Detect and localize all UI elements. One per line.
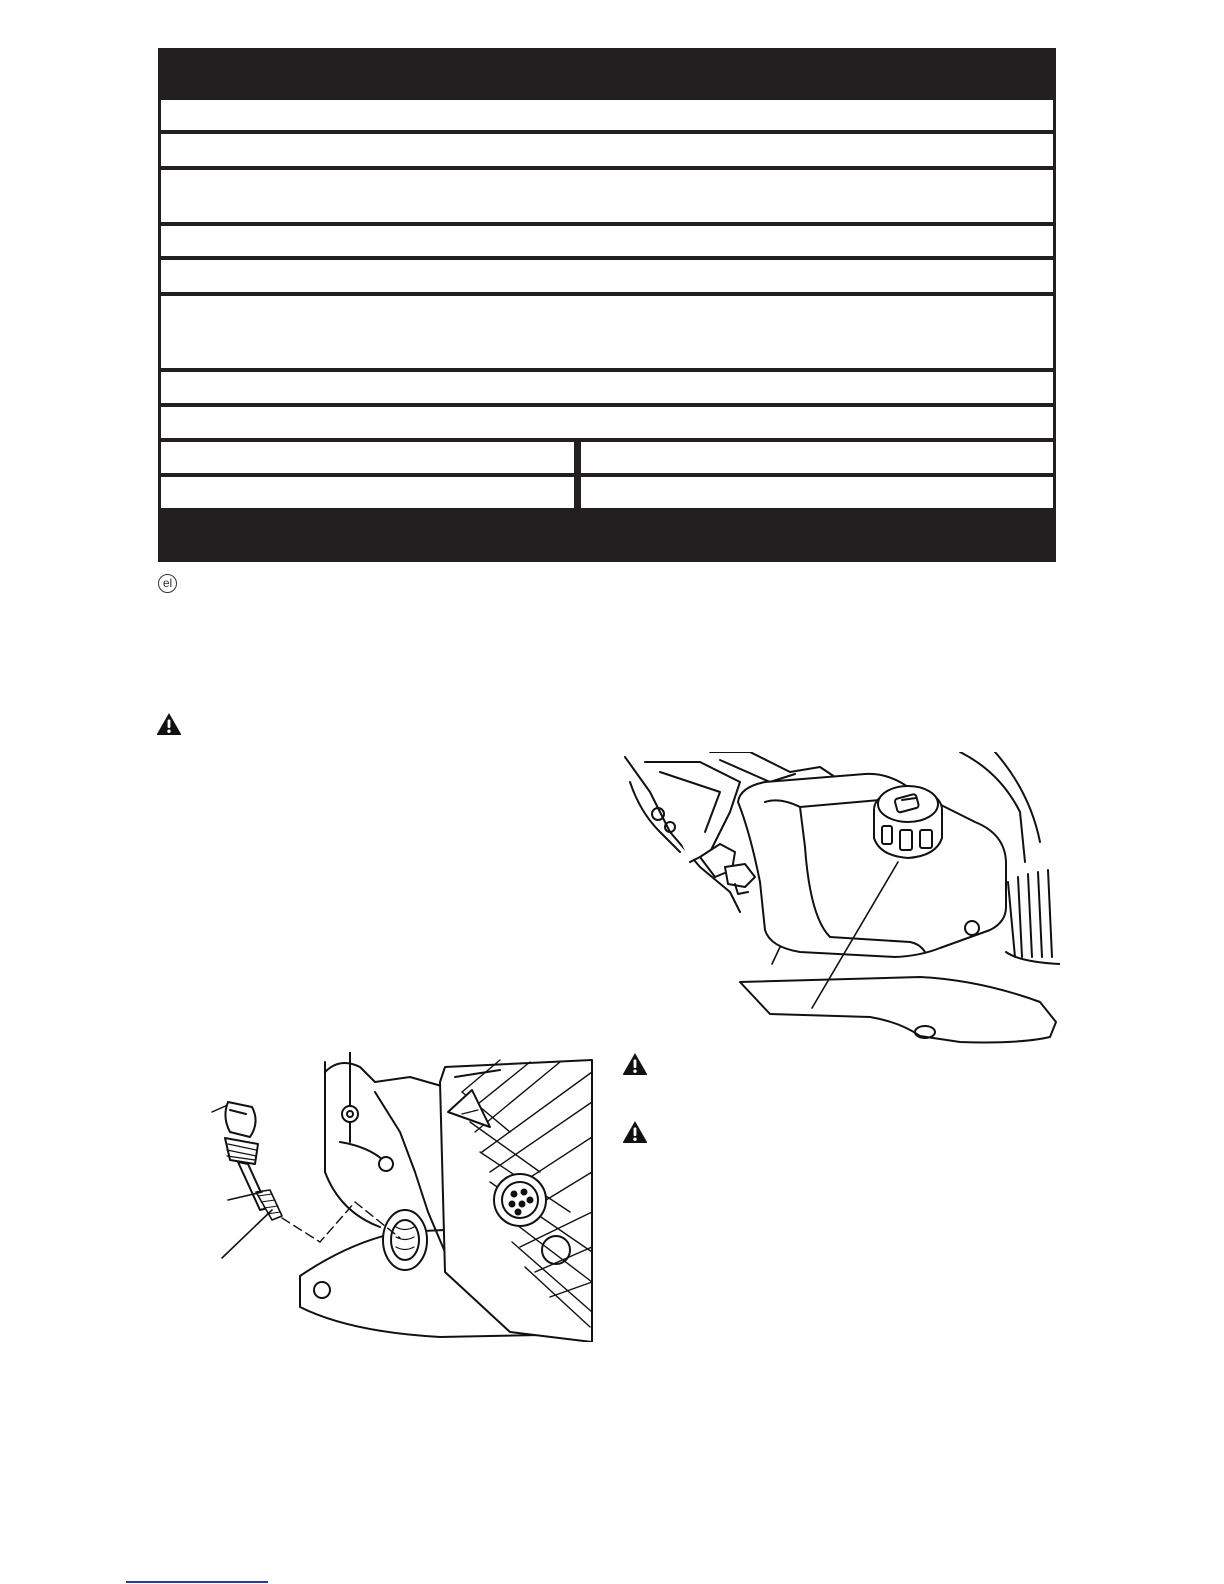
spec-table-row [161,477,1053,508]
warning-triangle-icon [622,1120,648,1144]
spec-table [158,48,1056,562]
spec-table-row [161,134,1053,166]
spec-table-row [161,296,1053,368]
fuel-tank-cap-illustration [620,752,1060,1044]
spec-table-cell [581,477,1053,508]
language-badge: el [158,574,177,593]
warning-triangle-icon [156,712,182,736]
spec-table-row [161,170,1053,222]
spec-table-row [161,442,1053,473]
oil-dipstick-illustration [200,1052,596,1342]
spec-table-row [161,407,1053,438]
spec-table-row [161,260,1053,292]
spec-table-cell [161,477,574,508]
spec-table-row [161,372,1053,403]
spec-table-row [161,226,1053,256]
spec-table-row [161,100,1053,130]
spec-table-cell [161,442,574,473]
spec-table-cell [581,442,1053,473]
warning-triangle-icon [622,1052,648,1076]
footer-rule [126,1581,268,1583]
